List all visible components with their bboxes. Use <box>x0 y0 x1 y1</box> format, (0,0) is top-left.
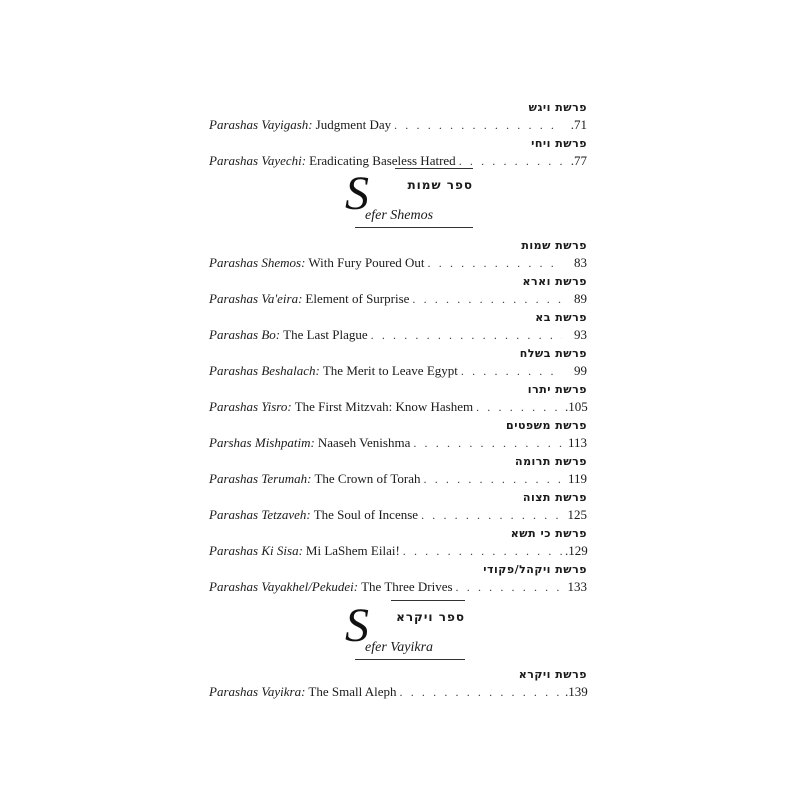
heading-rule-top <box>391 600 465 601</box>
hebrew-parsha-name: פרשת תרומה <box>515 455 587 468</box>
heading-rule-bottom <box>355 227 473 228</box>
dot-leader <box>412 292 562 307</box>
decorative-initial: S <box>345 167 369 220</box>
parsha-name: Parshas Mishpatim: <box>209 435 315 450</box>
page-number: 125 <box>567 507 587 522</box>
toc-entry <box>209 455 587 491</box>
dot-leader <box>459 154 562 169</box>
toc-line <box>209 543 587 559</box>
toc-section-vayikra <box>209 668 587 704</box>
dot-leader <box>413 436 562 451</box>
toc-line <box>209 507 587 523</box>
dot-leader <box>428 256 562 271</box>
hebrew-parsha-name: פרשת ויקרא <box>518 668 587 681</box>
toc-line <box>209 363 587 379</box>
page-number: 93 <box>574 327 587 342</box>
dot-leader <box>403 544 562 559</box>
parsha-name: Parashas Tetzaveh: <box>209 507 311 522</box>
toc-line <box>209 435 587 451</box>
toc-line <box>209 153 587 169</box>
decorative-initial: S <box>345 599 369 652</box>
dot-leader <box>461 364 562 379</box>
chapter-title: Eradicating Baseless Hatred <box>309 153 456 168</box>
hebrew-parsha-name: פרשת משפטים <box>506 419 587 432</box>
toc-entry <box>209 563 587 599</box>
book-title: efer Shemos <box>365 208 434 223</box>
toc-entry <box>209 311 587 347</box>
page-number: 89 <box>574 291 587 306</box>
page-number: 83 <box>574 255 587 270</box>
toc-entry <box>209 239 587 275</box>
page-number: .105 <box>565 399 588 414</box>
page-number: .129 <box>565 543 588 558</box>
book-title: efer Vayikra <box>365 640 434 655</box>
hebrew-parsha-name: פרשת בשלח <box>519 347 587 360</box>
heading-rule-top <box>395 168 473 169</box>
dot-leader <box>421 508 562 523</box>
page-number: .77 <box>570 153 587 168</box>
toc-entry <box>209 668 587 704</box>
toc-entry <box>209 527 587 563</box>
chapter-title: Element of Surprise <box>305 291 410 306</box>
parsha-name: Parashas Beshalach: <box>209 363 320 378</box>
parsha-name: Parashas Vayechi: <box>209 153 307 168</box>
toc-entry <box>209 419 587 455</box>
dot-leader <box>456 580 562 595</box>
toc-line <box>209 327 587 343</box>
hebrew-parsha-name: פרשת ויגש <box>528 101 587 114</box>
hebrew-parsha-name: פרשת וארא <box>522 275 587 288</box>
toc-line <box>209 471 587 487</box>
chapter-title: The Small Aleph <box>308 684 397 699</box>
dot-leader <box>371 328 562 343</box>
hebrew-parsha-name: פרשת תצוה <box>522 491 587 504</box>
toc-entry <box>209 383 587 419</box>
chapter-title: Naaseh Venishma <box>317 435 411 450</box>
parsha-name: Parashas Vayigash: <box>209 117 313 132</box>
toc-line <box>209 399 587 415</box>
sefer-vayikra-heading <box>345 600 465 660</box>
toc-line <box>209 579 587 595</box>
chapter-title: The First Mitzvah: Know Hashem <box>294 399 474 414</box>
toc-section-shemos <box>209 239 587 599</box>
chapter-title: The Last Plague <box>283 327 368 342</box>
parsha-name: Parashas Vayikra: <box>209 684 306 699</box>
chapter-title: The Three Drives <box>361 579 453 594</box>
toc-line <box>209 117 587 133</box>
hebrew-parsha-name: פרשת כי תשא <box>510 527 587 540</box>
heading-rule-bottom <box>355 659 465 660</box>
toc-entry <box>209 101 587 137</box>
parsha-name: Parashas Bo: <box>209 327 281 342</box>
hebrew-parsha-name: פרשת ויחי <box>531 137 587 150</box>
chapter-title: Mi LaShem Eilai! <box>305 543 400 558</box>
chapter-title: With Fury Poured Out <box>308 255 425 270</box>
toc-entry <box>209 347 587 383</box>
dot-leader <box>394 118 562 133</box>
parsha-name: Parashas Yisro: <box>209 399 292 414</box>
page-number: 99 <box>574 363 587 378</box>
hebrew-parsha-name: פרשת ויקהל/פקודי <box>483 563 587 576</box>
hebrew-parsha-name: פרשת יתרו <box>527 383 587 396</box>
page-number: .139 <box>565 684 588 699</box>
toc-section-bereishis <box>209 101 587 173</box>
page-number: .71 <box>570 117 587 132</box>
parsha-name: Parashas Va'eira: <box>209 291 303 306</box>
sefer-shemos-heading <box>345 168 473 228</box>
parsha-name: Parashas Shemos: <box>209 255 306 270</box>
toc-line <box>209 291 587 307</box>
toc-entry <box>209 491 587 527</box>
toc-line <box>209 684 587 700</box>
hebrew-parsha-name: פרשת שמות <box>521 239 587 252</box>
dot-leader <box>400 685 562 700</box>
toc-line <box>209 255 587 271</box>
parsha-name: Parashas Vayakhel/Pekudei: <box>209 579 359 594</box>
parsha-name: Parashas Ki Sisa: <box>209 543 303 558</box>
hebrew-book-title: ספר ויקרא <box>396 610 465 624</box>
toc-entry <box>209 275 587 311</box>
dot-leader <box>424 472 562 487</box>
page-number: 119 <box>567 471 587 486</box>
chapter-title: The Soul of Incense <box>313 507 419 522</box>
page-number: 133 <box>567 579 587 594</box>
parsha-name: Parashas Terumah: <box>209 471 312 486</box>
dot-leader <box>476 400 562 415</box>
page-number: 113 <box>567 435 587 450</box>
chapter-title: The Merit to Leave Egypt <box>322 363 458 378</box>
chapter-title: The Crown of Torah <box>314 471 421 486</box>
chapter-title: Judgment Day <box>315 117 392 132</box>
hebrew-book-title: ספר שמות <box>407 178 473 192</box>
hebrew-parsha-name: פרשת בא <box>535 311 587 324</box>
table-of-contents <box>209 0 587 800</box>
